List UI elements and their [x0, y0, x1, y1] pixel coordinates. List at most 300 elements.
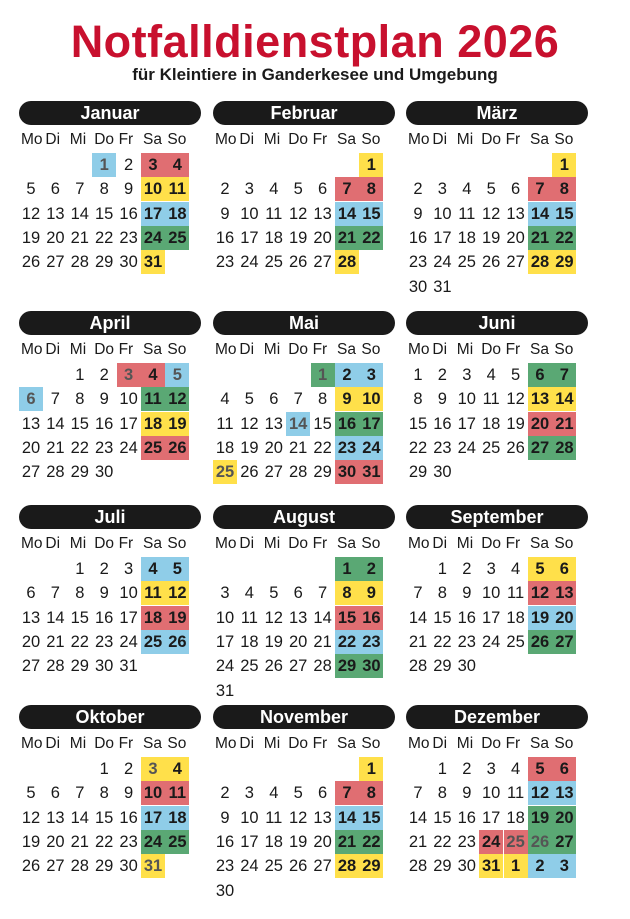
day-cell: 16: [457, 808, 476, 827]
day-cell: 9: [462, 784, 472, 803]
day-cell: 18: [264, 228, 283, 247]
day-cell: 10: [119, 584, 138, 603]
weekday-label: Mi: [69, 535, 87, 552]
day-cell: 19: [506, 414, 525, 433]
day-cell: 28: [335, 854, 359, 878]
day-cell: 8: [335, 581, 359, 605]
day-cell: 29: [70, 463, 89, 482]
day-cell: 5: [26, 784, 36, 803]
weekday-label: Di: [432, 341, 448, 358]
day-cell: 2: [99, 366, 109, 384]
day-cell: 1: [359, 153, 383, 177]
day-cell: 31: [141, 250, 165, 274]
day-cell: 2: [99, 560, 109, 578]
day-cell: 17: [457, 414, 476, 433]
day-cell: 22: [433, 832, 452, 851]
day-cell: 30: [457, 857, 476, 876]
day-cell: 11: [141, 581, 165, 605]
day-cell: 6: [318, 180, 328, 199]
day-cell: 30: [95, 463, 114, 482]
day-cell: 20: [46, 832, 65, 851]
weekday-label: So: [167, 735, 187, 752]
day-cell: 11: [265, 808, 283, 827]
month-mai: [213, 311, 395, 482]
day-cell: 24: [240, 253, 259, 272]
day-cell: 29: [313, 463, 332, 482]
day-cell: 14: [70, 808, 89, 827]
day-cell: 9: [124, 180, 134, 199]
day-cell: 3: [462, 366, 472, 384]
weekday-label: Do: [481, 535, 502, 552]
day-cell: 27: [21, 463, 41, 482]
overflow-day-cell: 2: [528, 854, 552, 878]
day-cell: 9: [124, 784, 134, 803]
day-cell: 7: [50, 390, 60, 409]
day-cell: 13: [313, 808, 332, 827]
day-cell: 12: [528, 781, 552, 805]
weekday-label: Sa: [143, 535, 162, 552]
page-title: Notfalldienstplan 2026: [70, 16, 560, 67]
day-cell: 4: [511, 560, 521, 578]
day-cell: 15: [313, 414, 332, 433]
day-cell: 1: [413, 366, 423, 384]
day-cell: 23: [457, 832, 476, 851]
day-cell: 2: [124, 760, 134, 778]
day-cell: 29: [433, 857, 452, 876]
day-cell: 15: [552, 202, 576, 226]
day-cell: 14: [335, 806, 359, 830]
day-cell: 21: [335, 830, 359, 854]
day-cell: 26: [528, 630, 552, 654]
weekday-label: Sa: [337, 735, 356, 752]
weekday-label: Sa: [530, 735, 549, 752]
day-cell: 18: [482, 414, 501, 433]
day-cell: 28: [552, 436, 576, 460]
day-cell: 26: [289, 253, 308, 272]
day-cell: 25: [264, 253, 283, 272]
day-cell: 19: [264, 632, 283, 651]
day-cell: 20: [264, 438, 283, 457]
day-cell: 28: [313, 657, 332, 676]
weekday-label: Fr: [505, 535, 521, 552]
month-header: Februar: [213, 101, 395, 125]
month-header: August: [213, 505, 395, 529]
day-cell: 16: [95, 414, 114, 433]
month-oktober: [19, 705, 201, 876]
weekday-label: Mo: [408, 735, 430, 752]
day-cell: 21: [46, 438, 65, 457]
weekday-label: Do: [481, 131, 502, 148]
day-cell: 25: [141, 436, 165, 460]
day-cell: 10: [240, 808, 259, 827]
day-cell: 22: [95, 832, 114, 851]
day-cell: 25: [457, 253, 476, 272]
day-cell: 12: [528, 581, 552, 605]
day-cell: 15: [408, 414, 428, 433]
day-cell: 26: [264, 657, 283, 676]
weekday-label: Mi: [69, 735, 87, 752]
day-cell: 11: [265, 204, 283, 223]
day-cell: 5: [528, 557, 552, 581]
day-cell: 5: [165, 363, 189, 387]
weekday-label: Di: [239, 131, 255, 148]
day-cell: 8: [99, 784, 109, 803]
day-cell: 4: [511, 760, 521, 778]
day-cell: 20: [21, 632, 41, 651]
day-cell: 2: [220, 784, 230, 803]
day-cell: 22: [95, 228, 114, 247]
day-cell: 29: [335, 654, 359, 678]
weekday-label: Fr: [312, 735, 328, 752]
weekday-label: Mo: [215, 735, 237, 752]
day-cell: 31: [141, 854, 165, 878]
day-cell: 26: [21, 857, 41, 876]
month-header: Mai: [213, 311, 395, 335]
day-cell: 21: [408, 832, 428, 851]
day-cell: 16: [457, 608, 476, 627]
day-cell: 25: [165, 226, 189, 250]
day-cell: 2: [124, 156, 134, 174]
day-cell: 1: [437, 560, 447, 578]
day-cell: 20: [313, 228, 332, 247]
day-cell: 28: [289, 463, 308, 482]
day-cell: 1: [311, 363, 335, 387]
day-cell: 31: [359, 460, 383, 484]
weekday-label: Sa: [530, 535, 549, 552]
day-cell: 31: [433, 277, 452, 296]
day-cell: 13: [46, 808, 65, 827]
day-cell: 13: [289, 608, 308, 627]
day-cell: 3: [220, 584, 230, 603]
day-cell: 2: [359, 557, 383, 581]
month-september: [406, 505, 588, 676]
weekday-label: Sa: [337, 341, 356, 358]
day-cell: 23: [95, 438, 114, 457]
day-cell: 20: [21, 438, 41, 457]
weekday-label: Di: [432, 131, 448, 148]
day-cell: 24: [457, 438, 476, 457]
weekday-label: Fr: [118, 341, 134, 358]
day-cell: 23: [359, 630, 383, 654]
weekday-label: Sa: [143, 131, 162, 148]
weekday-label: Mo: [408, 535, 430, 552]
weekday-label: So: [361, 735, 381, 752]
day-cell: 10: [141, 781, 165, 805]
day-cell: 10: [482, 584, 501, 603]
day-cell: 25: [213, 460, 237, 484]
weekday-label: Di: [239, 535, 255, 552]
day-cell: 11: [165, 177, 189, 201]
day-cell: 11: [216, 414, 234, 433]
day-cell: 31: [215, 681, 235, 700]
weekday-label: Mo: [215, 341, 237, 358]
day-cell: 21: [408, 632, 428, 651]
day-cell: 29: [552, 250, 576, 274]
day-cell: 15: [433, 608, 452, 627]
weekday-label: Do: [94, 131, 115, 148]
day-cell: 16: [408, 228, 428, 247]
day-cell: 5: [26, 180, 36, 199]
day-cell: 25: [141, 630, 165, 654]
day-cell: 13: [506, 204, 525, 223]
day-cell: 20: [528, 412, 552, 436]
day-cell: 10: [433, 204, 452, 223]
day-cell: 15: [70, 608, 89, 627]
weekday-label: Fr: [312, 131, 328, 148]
day-cell: 1: [335, 557, 359, 581]
day-cell: 6: [318, 784, 328, 803]
day-cell: 16: [119, 204, 138, 223]
day-cell: 25: [264, 857, 283, 876]
day-cell: 24: [141, 226, 165, 250]
day-cell: 17: [240, 832, 259, 851]
day-cell: 23: [215, 857, 235, 876]
day-cell: 23: [408, 253, 428, 272]
day-cell: 8: [437, 784, 447, 803]
month-header: Juli: [19, 505, 201, 529]
weekday-label: Do: [481, 341, 502, 358]
day-cell: 2: [335, 363, 359, 387]
day-cell: 30: [215, 881, 235, 900]
day-cell: 6: [50, 180, 60, 199]
month-dezember: [406, 705, 588, 876]
day-cell: 12: [482, 204, 501, 223]
weekday-label: Mi: [69, 131, 87, 148]
day-cell: 28: [46, 463, 65, 482]
day-cell: 16: [215, 832, 235, 851]
day-cell: 13: [21, 414, 41, 433]
day-cell: 3: [141, 153, 165, 177]
weekday-label: Mi: [263, 735, 281, 752]
overflow-day-cell: 3: [552, 854, 576, 878]
day-cell: 8: [359, 781, 383, 805]
day-cell: 5: [293, 180, 303, 199]
day-cell: 25: [165, 830, 189, 854]
day-cell: 18: [165, 202, 189, 226]
day-cell: 19: [528, 606, 552, 630]
day-cell: 6: [552, 757, 576, 781]
day-cell: 17: [359, 412, 383, 436]
day-cell: 27: [289, 657, 308, 676]
day-cell: 4: [165, 153, 189, 177]
weekday-label: Fr: [312, 341, 328, 358]
overflow-day-cell: 1: [504, 854, 528, 878]
weekday-label: So: [361, 341, 381, 358]
day-cell: 12: [165, 581, 189, 605]
weekday-label: Mi: [69, 341, 87, 358]
day-cell: 1: [75, 366, 85, 384]
day-cell: 30: [335, 460, 359, 484]
day-cell: 24: [240, 857, 259, 876]
day-cell: 1: [75, 560, 85, 578]
weekday-label: Do: [288, 535, 309, 552]
weekday-label: Mo: [21, 535, 43, 552]
day-cell: 19: [240, 438, 259, 457]
day-cell: 27: [313, 857, 332, 876]
day-cell: 16: [95, 608, 114, 627]
day-cell: 14: [70, 204, 89, 223]
weekday-label: So: [167, 341, 187, 358]
day-cell: 14: [286, 412, 310, 436]
weekday-label: Sa: [337, 131, 356, 148]
day-cell: 16: [215, 228, 235, 247]
day-cell: 3: [141, 757, 165, 781]
weekday-label: Mo: [215, 535, 237, 552]
day-cell: 16: [335, 412, 359, 436]
day-cell: 9: [413, 204, 423, 223]
day-cell: 25: [482, 438, 501, 457]
day-cell: 31: [119, 657, 138, 676]
weekday-label: Mo: [408, 341, 430, 358]
day-cell: 18: [506, 808, 525, 827]
day-cell: 21: [528, 226, 552, 250]
day-cell: 26: [289, 857, 308, 876]
day-cell: 22: [70, 632, 89, 651]
day-cell: 25: [506, 632, 525, 651]
month-märz: [406, 101, 588, 296]
month-header: April: [19, 311, 201, 335]
day-cell: 12: [506, 390, 525, 409]
weekday-label: Mo: [21, 131, 43, 148]
day-cell: 7: [413, 784, 423, 803]
page-subtitle: für Kleintiere in Ganderkesee und Umgebung: [132, 65, 498, 84]
weekday-label: Sa: [143, 341, 162, 358]
day-cell: 7: [318, 584, 328, 603]
day-cell: 21: [313, 632, 332, 651]
day-cell: 21: [552, 412, 576, 436]
day-cell: 19: [165, 412, 189, 436]
day-cell: 5: [165, 557, 189, 581]
day-cell: 6: [528, 363, 552, 387]
day-cell: 20: [552, 806, 576, 830]
day-cell: 20: [552, 606, 576, 630]
day-cell: 24: [479, 830, 503, 854]
day-cell: 20: [506, 228, 525, 247]
day-cell: 27: [552, 630, 576, 654]
day-cell: 27: [506, 253, 525, 272]
day-cell: 14: [335, 202, 359, 226]
day-cell: 7: [528, 177, 552, 201]
day-cell: 1: [359, 757, 383, 781]
day-cell: 21: [289, 438, 308, 457]
weekday-label: Fr: [118, 131, 134, 148]
day-cell: 10: [119, 390, 138, 409]
day-cell: 7: [335, 781, 359, 805]
day-cell: 7: [75, 180, 85, 199]
day-cell: 11: [141, 387, 165, 411]
day-cell: 6: [19, 387, 43, 411]
day-cell: 22: [335, 630, 359, 654]
weekday-label: Di: [239, 341, 255, 358]
day-cell: 1: [552, 153, 576, 177]
day-cell: 10: [457, 390, 476, 409]
day-cell: 23: [215, 253, 235, 272]
day-cell: 17: [141, 202, 165, 226]
day-cell: 13: [528, 387, 552, 411]
day-cell: 16: [433, 414, 452, 433]
day-cell: 24: [119, 632, 138, 651]
day-cell: 4: [244, 584, 254, 603]
day-cell: 10: [482, 784, 501, 803]
weekday-label: Mo: [21, 735, 43, 752]
weekday-label: Do: [288, 341, 309, 358]
day-cell: 14: [408, 808, 428, 827]
day-cell: 29: [95, 253, 114, 272]
month-header: Juni: [406, 311, 588, 335]
day-cell: 13: [46, 204, 65, 223]
day-cell: 6: [293, 584, 303, 603]
day-cell: 25: [504, 830, 528, 854]
day-cell: 19: [165, 606, 189, 630]
day-cell: 28: [528, 250, 552, 274]
day-cell: 15: [95, 808, 114, 827]
day-cell: 9: [437, 390, 447, 409]
weekday-label: Mi: [263, 341, 281, 358]
month-header: Dezember: [406, 705, 588, 729]
day-cell: 24: [215, 657, 235, 676]
day-cell: 4: [486, 366, 496, 384]
day-cell: 15: [433, 808, 452, 827]
day-cell: 26: [165, 436, 189, 460]
weekday-label: So: [554, 535, 574, 552]
day-cell: 26: [506, 438, 525, 457]
day-cell: 6: [511, 180, 521, 199]
month-header: März: [406, 101, 588, 125]
day-cell: 12: [289, 808, 308, 827]
day-cell: 28: [408, 657, 428, 676]
day-cell: 4: [141, 557, 165, 581]
weekday-label: So: [361, 131, 381, 148]
day-cell: 4: [220, 390, 230, 409]
day-cell: 28: [70, 857, 89, 876]
day-cell: 21: [335, 226, 359, 250]
weekday-label: So: [554, 131, 574, 148]
day-cell: 2: [462, 560, 472, 578]
day-cell: 15: [335, 606, 359, 630]
day-cell: 26: [165, 630, 189, 654]
day-cell: 9: [220, 808, 230, 827]
weekday-label: Mo: [215, 131, 237, 148]
day-cell: 22: [359, 226, 383, 250]
day-cell: 27: [313, 253, 332, 272]
day-cell: 12: [21, 204, 41, 223]
day-cell: 3: [117, 363, 141, 387]
day-cell: 6: [552, 557, 576, 581]
day-cell: 14: [46, 414, 65, 433]
day-cell: 28: [335, 250, 359, 274]
day-cell: 14: [552, 387, 576, 411]
weekday-label: Fr: [505, 341, 521, 358]
day-cell: 27: [46, 857, 65, 876]
weekday-label: Do: [288, 735, 309, 752]
month-header: Oktober: [19, 705, 201, 729]
day-cell: 6: [269, 390, 279, 409]
month-juni: [406, 311, 588, 482]
day-cell: 1: [92, 153, 116, 177]
weekday-label: Do: [94, 535, 115, 552]
day-cell: 28: [408, 857, 428, 876]
weekday-label: Do: [481, 735, 502, 752]
day-cell: 27: [264, 463, 283, 482]
day-cell: 12: [165, 387, 189, 411]
day-cell: 8: [75, 584, 85, 603]
day-cell: 30: [457, 657, 476, 676]
day-cell: 12: [240, 414, 259, 433]
day-cell: 12: [289, 204, 308, 223]
weekday-label: Do: [94, 341, 115, 358]
day-cell: 12: [264, 608, 283, 627]
weekday-label: Sa: [530, 131, 549, 148]
